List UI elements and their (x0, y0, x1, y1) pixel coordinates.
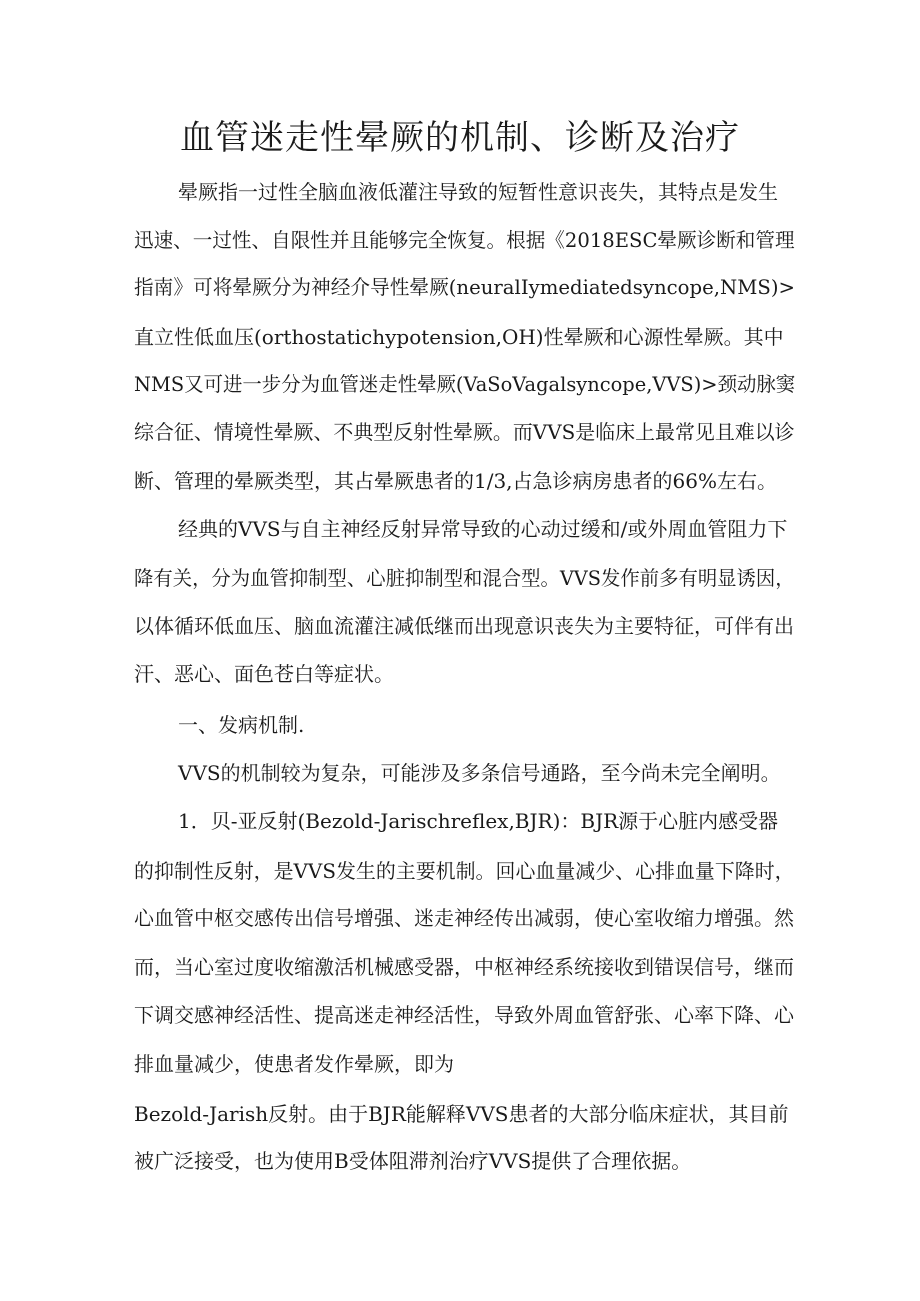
body-line: 综合征、情境性晕厥、不典型反射性晕厥。而VVS是临床上最常见且难以诊 (134, 420, 795, 444)
body-line: 被广泛接受，也为使用B受体阻滞剂治疗VVS提供了合理依据。 (134, 1149, 692, 1173)
body-line: 心血管中枢交感传出信号增强、迷走神经传出减弱，使心室收缩力增强。然 (134, 906, 794, 930)
body-line: NMS又可进一步分为血管迷走性晕厥(VaSoVagalsyncope,VVS)>颈动脉窦 (134, 372, 796, 396)
body-line: 经典的VVS与自主神经反射异常导致的心动过缓和/或外周血管阻力下 (178, 517, 788, 541)
body-line: Bezold-Jarish反射。由于BJR能解释VVS患者的大部分临床症状，其目前 (134, 1102, 789, 1126)
body-line: 而，当心室过度收缩激活机械感受器，中枢神经系统接收到错误信号，继而 (134, 955, 794, 979)
body-line: 直立性低血压(orthostatichypotension,OH)性晕厥和心源性晕厥。其中 (134, 325, 784, 349)
body-line: 晕厥指一过性全脑血液低灌注导致的短暂性意识丧失，其特点是发生 (178, 180, 778, 204)
body-line: 降有关，分为血管抑制型、心脏抑制型和混合型。VVS发作前多有明显诱因， (134, 566, 795, 590)
section-heading: 一、发病机制. (178, 713, 305, 737)
body-line: 指南》可将晕厥分为神经介导性晕厥(neuralIymediatedsyncope,NMS)> (134, 275, 795, 299)
body-line: 排血量减少，使患者发作晕厥，即为 (134, 1052, 454, 1076)
body-line: 的抑制性反射，是VVS发生的主要机制。回心血量减少、心排血量下降时， (134, 859, 795, 883)
body-line: 汗、恶心、面色苍白等症状。 (134, 662, 394, 686)
body-line: 以体循环低血压、脑血流灌注减低继而出现意识丧失为主要特征，可伴有出 (134, 614, 794, 638)
body-line: 断、管理的晕厥类型，其占晕厥患者的1/3,占急诊病房患者的66%左右。 (134, 469, 777, 493)
body-line: 1．贝-亚反射(Bezold-Jarischreflex,BJR)：BJR源于心脏内感受器 (178, 809, 779, 833)
body-line: VVS的机制较为复杂，可能涉及多条信号通路，至今尚未完全阐明。 (178, 761, 781, 785)
body-line: 下调交感神经活性、提高迷走神经活性，导致外周血管舒张、心率下降、心 (134, 1003, 794, 1027)
body-line: 迅速、一过性、自限性并且能够完全恢复。根据《2018ESC晕厥诊断和管理 (134, 228, 795, 252)
document-title: 血管迷走性晕厥的机制、诊断及治疗 (180, 118, 740, 158)
